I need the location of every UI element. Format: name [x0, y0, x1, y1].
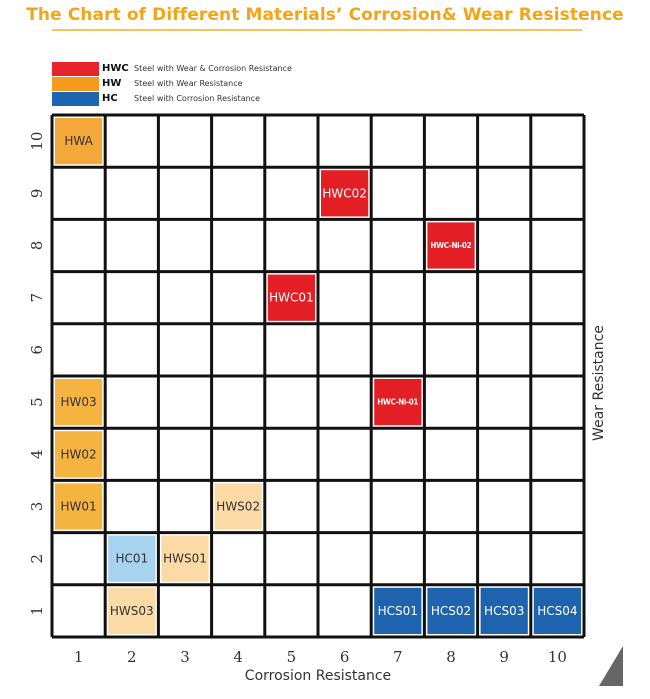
y-tick-label: 7	[28, 292, 46, 303]
x-tick-label: 6	[339, 648, 350, 666]
y-tick-label: 9	[28, 188, 46, 199]
y-tick-label: 1	[28, 606, 46, 616]
cell-label-hws01: HWS01	[163, 551, 207, 566]
y-axis-title: Wear Resistance	[591, 325, 607, 441]
legend-code-hw: HW	[102, 78, 122, 89]
x-tick-label: 10	[547, 648, 567, 666]
x-tick-label: 2	[127, 648, 137, 666]
cell-label-hwa: HWA	[64, 134, 93, 149]
cell-label-hwc01: HWC01	[269, 290, 314, 305]
cell-label-hcs01: HCS01	[377, 603, 418, 618]
legend-desc-hwc: Steel with Wear & Corrosion Resistance	[134, 64, 292, 73]
cell-label-hcs02: HCS02	[430, 603, 472, 618]
legend-desc-hc: Steel with Corrosion Resistance	[134, 94, 260, 103]
cell-label-hc01: HC01	[115, 551, 149, 566]
cell-label-hw03: HW03	[60, 395, 97, 410]
cell-label-hwc02: HWC02	[322, 186, 367, 201]
cell-label-hw02: HW02	[60, 447, 97, 462]
cell-label-hcs04: HCS04	[537, 603, 578, 618]
corner-triangle-decoration	[599, 646, 623, 686]
y-tick-label: 10	[28, 131, 46, 151]
cell-label-hcs03: HCS03	[484, 603, 525, 618]
y-tick-label: 5	[28, 397, 46, 407]
x-tick-label: 1	[73, 648, 84, 666]
legend-code-hwc: HWC	[102, 63, 129, 74]
y-tick-label: 3	[28, 501, 46, 512]
cell-label-hwc-ni-01: HWC-Ni-01	[377, 397, 419, 407]
cell-label-hwc-ni-02: HWC-Ni-02	[430, 241, 472, 250]
x-tick-label: 7	[393, 648, 403, 666]
y-tick-label: 2	[28, 553, 46, 564]
x-tick-label: 8	[446, 648, 456, 666]
x-axis-title: Corrosion Resistance	[244, 668, 392, 684]
y-tick-label: 4	[28, 449, 46, 460]
chart-title: The Chart of Different Materials’ Corrosion& Wear Resistence	[26, 5, 624, 25]
y-tick-label: 6	[28, 345, 46, 355]
x-tick-label: 4	[233, 648, 243, 666]
cell-label-hw01: HW01	[60, 499, 97, 514]
cell-label-hws02: HWS02	[216, 499, 261, 514]
y-tick-label: 8	[28, 240, 46, 251]
x-tick-label: 5	[286, 648, 297, 666]
legend-desc-hw: Steel with Wear Resistance	[134, 79, 243, 88]
x-tick-label: 9	[499, 648, 509, 666]
legend-code-hc: HC	[102, 93, 118, 104]
x-tick-label: 3	[180, 648, 190, 666]
cell-label-hws03: HWS03	[109, 603, 154, 618]
